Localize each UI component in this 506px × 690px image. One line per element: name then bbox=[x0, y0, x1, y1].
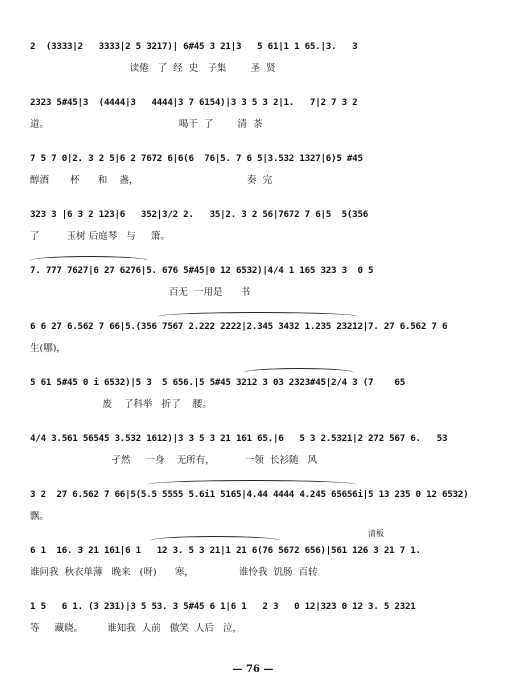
notation-line: 2 (3333|2 3333|2 5 3217)| 6#45 3 21|3 5 61|1 1 65.|3. 3 bbox=[30, 41, 358, 52]
notation-line: 3 2 27 6.562 7 66|5(5.5 5555 5.6i1 5165|4.44 4444 4.245 65656i|5 13 235 0 12 6532) bbox=[30, 489, 469, 500]
score-system-7 bbox=[30, 372, 476, 424]
notation-line: 323 3 |6 3 2 123|6 352|3/2 2. 35|2. 3 2 56|7672 7 6|5 5(356 bbox=[30, 209, 369, 220]
lyric-line: 百无 一用是 书 bbox=[30, 287, 251, 298]
lyric-line: 谁问我 秋衣单薄 晚来 (呀) 寒， 谁怜我 饥肠 百转 bbox=[30, 567, 318, 578]
notation-line: 7 5 7 0|2. 3 2 5|6 2 7672 6|6(6 76|5. 7 6 5|3.532 1327|6)5 #45 bbox=[30, 153, 363, 164]
score-system-9 bbox=[30, 484, 476, 536]
score-system-5 bbox=[30, 260, 476, 312]
lyric-line: 醇酒 杯 和 盏， 奏 完 bbox=[30, 175, 273, 186]
lyric-line: 孑然 一身 无所有， 一领 长衫随 风 bbox=[30, 455, 318, 466]
lyric-line: 了 玉树 后庭琴 与 箫。 bbox=[30, 231, 170, 242]
score-system-2 bbox=[30, 92, 476, 144]
lyric-line: 等 藏晓。 谁知我 人前 傲笑 人后 泣， bbox=[30, 623, 242, 634]
score-system-11 bbox=[30, 596, 476, 648]
tempo-marking: 清板 bbox=[368, 529, 384, 538]
lyric-line: 生(哪)， bbox=[30, 343, 66, 354]
lyric-line: 废 了科举 折了 腰。 bbox=[30, 399, 212, 410]
notation-line: 5 61 5#45 0 i 6532)|5 3 5 656.|5 5#45 3212 3 03 2323#45|2/4 3 (7 65 bbox=[30, 377, 405, 388]
page-number: — 76 — bbox=[232, 664, 274, 675]
notation-line: 7. 777 7627|6 27 6276|5. 676 5#45|0 12 6532)|4/4 1 165 323 3 0 5 bbox=[30, 265, 374, 276]
notation-line: 2323 5#45|3 (4444|3 4444|3 7 6154)|3 3 5 3 2|1. 7|2 7 3 2 bbox=[30, 97, 358, 108]
notation-line: 1 5 6 1. (3 231)|3 5 53. 3 5#45 6 1|6 1 2 3 0 12|323 0 12 3. 5 2321 bbox=[30, 601, 416, 612]
score-system-3 bbox=[30, 148, 476, 200]
score-system-8 bbox=[30, 428, 476, 480]
notation-line: 4/4 3.561 56545 3.532 1612)|3 3 5 3 21 161 65.|6 5 3 2.5321|2 272 567 6. 53 bbox=[30, 433, 448, 444]
score-system-1 bbox=[30, 36, 476, 88]
notation-line: 6 1 16. 3 21 161|6 1 12 3. 5 3 21|1 21 6(76 5672 656)|561 126 3 21 7 1. bbox=[30, 545, 421, 556]
lyric-line: 读倦 了 经 史 子集 圣 贤 bbox=[30, 63, 276, 74]
score-system-10 bbox=[30, 529, 476, 592]
notation-line: 6 6 27 6.562 7 66|5.(356 7567 2.222 2222|2.345 3432 1.235 23212|7. 27 6.562 7 6 bbox=[30, 321, 448, 332]
score-system-4 bbox=[30, 204, 476, 256]
score-system-6 bbox=[30, 316, 476, 368]
lyric-line: 道。 喝干 了 清 茶 bbox=[30, 119, 263, 130]
lyric-line: 飘。 bbox=[30, 511, 50, 522]
